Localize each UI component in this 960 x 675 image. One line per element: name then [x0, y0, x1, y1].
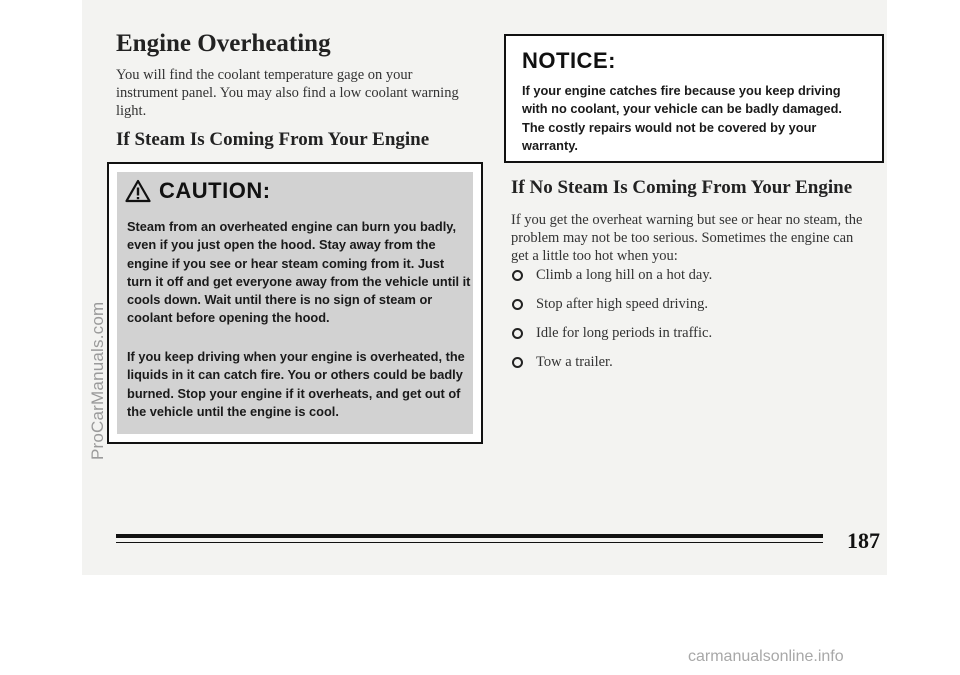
- caution-title: CAUTION:: [159, 178, 271, 203]
- side-watermark: ProCarManuals.com: [88, 301, 107, 460]
- no-steam-paragraph: If you get the overheat warning but see or hear no steam, the problem may not be too serious. Sometimes the engine can get a little too hot when you:: [511, 212, 863, 264]
- section-heading: Engine Overheating: [116, 30, 331, 57]
- bullet-icon: [512, 299, 523, 310]
- no-steam-subheading: If No Steam Is Coming From Your Engine: [511, 177, 853, 198]
- caution-header: [125, 178, 271, 204]
- list-item-text: Tow a trailer.: [536, 354, 613, 370]
- bullet-icon: [512, 357, 523, 368]
- conditions-list: [511, 266, 712, 382]
- warning-triangle-icon: [125, 179, 151, 203]
- caution-paragraph-1: Steam from an overheated engine can burn you badly, even if you just open the hood. Stay away from the engine if you see or hear steam coming from it. Just turn it off and get everyone away from the vehicle until it cools down. Wait until there is no sign of steam or coolant before opening the hood.: [127, 219, 471, 326]
- notice-box: [504, 34, 884, 163]
- bullet-icon: [512, 328, 523, 339]
- list-item-text: Climb a long hill on a hot day.: [536, 267, 713, 283]
- steam-subheading: If Steam Is Coming From Your Engine: [116, 129, 430, 150]
- list-item: [511, 324, 712, 353]
- caution-paragraph-2: If you keep driving when your engine is overheated, the liquids in it can catch fire. You or others could be badly burned. Stop your engine if it overheats, and get out of the vehicle until the engine is cool.: [127, 349, 465, 419]
- notice-text: If your engine catches fire because you keep driving with no coolant, your vehicle can be badly damaged. The costly repairs would not be covered by your warranty.: [522, 83, 842, 153]
- bullet-icon: [512, 270, 523, 281]
- footer-watermark: carmanualsonline.info: [688, 648, 844, 665]
- page-number: 187: [847, 528, 880, 553]
- list-item-text: Idle for long periods in traffic.: [536, 325, 713, 341]
- intro-paragraph: You will find the coolant temperature gage on your instrument panel. You may also find a low coolant warning light.: [116, 67, 459, 119]
- footer-rule-thick: [116, 534, 823, 538]
- notice-title: NOTICE:: [522, 48, 616, 73]
- caution-panel: [117, 172, 473, 434]
- list-item: [511, 353, 712, 382]
- footer-rule-thin: [116, 542, 823, 543]
- caution-box: [107, 162, 483, 444]
- list-item: [511, 295, 712, 324]
- list-item-text: Stop after high speed driving.: [536, 296, 708, 312]
- list-item: [511, 266, 712, 295]
